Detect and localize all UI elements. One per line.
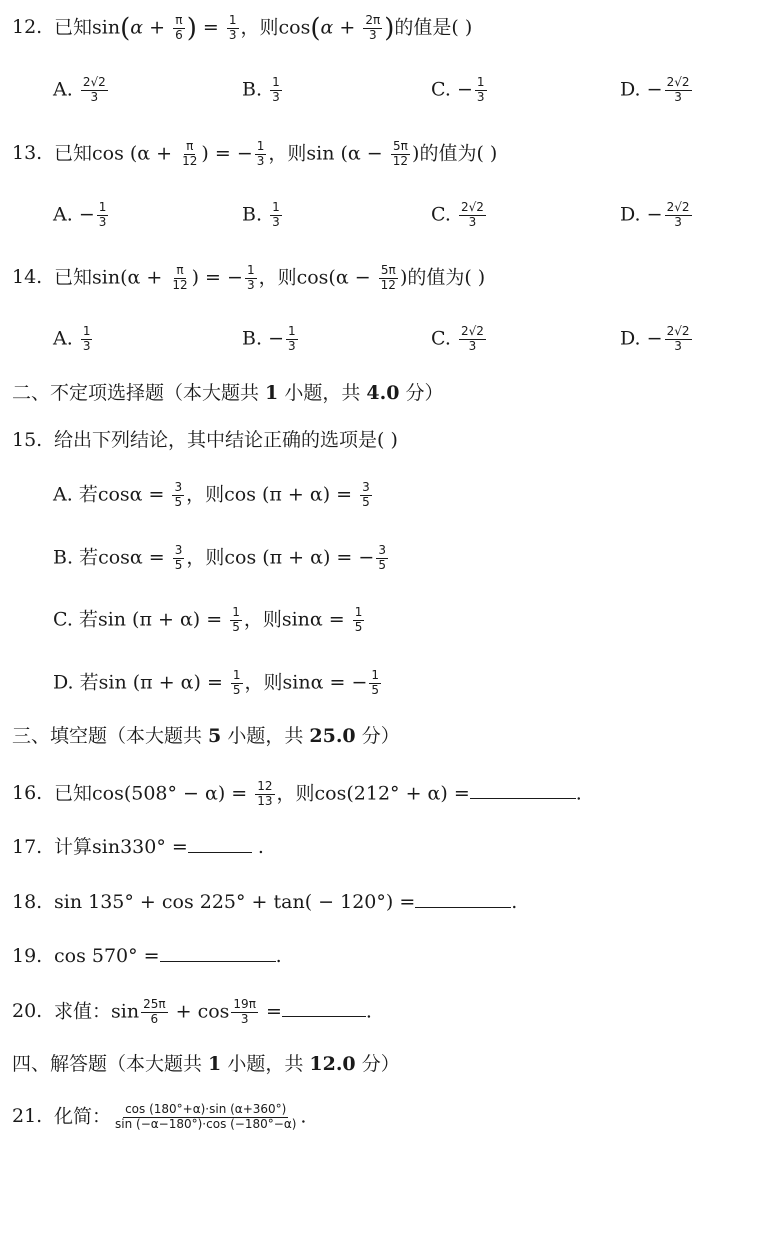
math-term: ) = − [201,142,253,165]
question-number: 15. [12,429,43,451]
question-text: 的值是( ) [394,16,473,39]
question-text: 已知sin [54,16,121,39]
option-a: A. 若cosα = $\frac{3}{5}$ ，则cos (π + α) = $\frac{3}{5}$ [53,480,370,509]
period: . [511,891,518,913]
fraction: $\frac{2\pi}{3}$ [365,13,381,42]
question-text: ，则sin (α − [268,142,389,165]
math-term: ) = − [191,266,243,289]
question-18 [12,893,517,912]
option-b: B. 若cosα = $\frac{3}{5}$ ，则cos (π + α) = − $\frac{3}{5}$ [53,543,386,572]
fraction: $\frac{1}{3}$ [256,139,265,168]
question-text: ，则cos(α − [258,266,377,289]
question-16 [12,780,582,809]
fraction: $\frac{\pi}{12}$ [182,139,198,168]
section-heading-4: 四、解答题（本大题共 1 小题，共 12.0 分） [12,1053,400,1075]
math-term: = [259,1000,282,1023]
question-text: 计算sin330° = [54,836,188,858]
fraction: $\frac{5\pi}{12}$ [380,263,396,292]
paren-open: ( [310,13,321,44]
option-d: D. − $\frac{2√2}{3}$ [620,200,690,229]
period: . [275,945,282,967]
option-c: C. 若sin (π + α) = $\frac{1}{5}$ ，则sinα = $\frac{1}{5}$ [53,605,363,634]
answer-blank[interactable] [282,1015,366,1017]
option-a: A. $\frac{2√2}{3}$ [53,75,106,104]
question-number: 17. [12,836,43,858]
question-text: 求值：sin [54,1000,140,1023]
question-text: ，则cos [240,16,311,39]
question-text: cos 570° = [54,945,160,967]
fraction: $\frac{19\pi}{3}$ [233,997,256,1026]
section-heading-2: 二、不定项选择题（本大题共 1 小题，共 4.0 分） [12,382,444,404]
question-20 [12,998,372,1027]
question-14 [12,264,485,293]
option-a: A. − $\frac{1}{3}$ [53,200,107,229]
period: . [365,1000,372,1023]
answer-blank[interactable] [470,797,576,799]
option-b: B. − $\frac{1}{3}$ [242,324,296,353]
question-number: 13. [12,142,43,165]
question-text: 化简： [54,1105,112,1128]
answer-blank[interactable] [160,960,276,962]
question-12 [12,14,472,43]
fraction: $\frac{12}{13}$ [257,779,273,808]
question-number: 19. [12,945,43,967]
question-text: )的值为( ) [399,266,486,289]
question-text: ，则cos(212° + α) = [276,782,470,805]
section-heading-3: 三、填空题（本大题共 5 小题，共 25.0 分） [12,725,400,747]
question-text: 已知sin(α + [54,266,169,289]
fraction: $\frac{1}{3}$ [228,13,237,42]
question-text: 已知cos (α + [54,142,179,165]
paren-close: ) [384,13,395,44]
paren-open: ( [120,13,131,44]
option-d: D. 若sin (π + α) = $\frac{1}{5}$ ，则sinα = − $\frac{1}{5}$ [53,668,380,697]
question-text: sin 135° + cos 225° + tan( − 120°) = [54,891,416,913]
question-21 [12,1103,306,1132]
period: . [575,782,582,805]
question-text: )的值为( ) [412,142,498,165]
question-17 [12,838,264,857]
question-13 [12,140,497,169]
option-b: B. $\frac{1}{3}$ [242,75,280,104]
option-a: A. $\frac{1}{3}$ [53,324,91,353]
fraction: $\frac{\cos (180^\circ+\alpha)\cdot\sin (\alpha+360^\circ)}{\sin (-\alpha-180^\circ)\cdot\cos (-180^\circ-\alpha)}$ [115,1102,297,1131]
fraction: $\frac{1}{3}$ [246,263,255,292]
fraction: $\frac{\pi}{12}$ [172,263,188,292]
question-text: 给出下列结论，其中结论正确的选项是( ) [54,429,398,451]
question-number: 14. [12,266,43,289]
fraction: $\frac{5\pi}{12}$ [392,139,409,168]
paren-close: ) [186,13,197,44]
fraction: $\frac{25\pi}{6}$ [143,997,166,1026]
math-term: α + [130,16,172,39]
math-term: + cos [169,1000,230,1023]
question-number: 18. [12,891,43,913]
math-term: = [196,16,225,39]
question-number: 12. [12,16,43,39]
option-c: C. $\frac{2√2}{3}$ [431,200,484,229]
math-term: α + [320,16,362,39]
question-19 [12,947,282,966]
option-d: D. − $\frac{2√2}{3}$ [620,75,690,104]
answer-blank[interactable] [415,906,511,908]
fraction: $\frac{\pi}{6}$ [175,13,183,42]
question-number: 21. [12,1105,43,1128]
question-15 [12,431,398,450]
period: . [300,1105,307,1128]
option-d: D. − $\frac{2√2}{3}$ [620,324,690,353]
option-c: C. − $\frac{1}{3}$ [431,75,485,104]
question-number: 16. [12,782,43,805]
question-number: 20. [12,1000,43,1023]
option-c: C. $\frac{2√2}{3}$ [431,324,484,353]
option-b: B. $\frac{1}{3}$ [242,200,280,229]
question-text: 已知cos(508° − α) = [54,782,254,805]
period: . [251,836,264,858]
answer-blank[interactable] [188,851,252,853]
